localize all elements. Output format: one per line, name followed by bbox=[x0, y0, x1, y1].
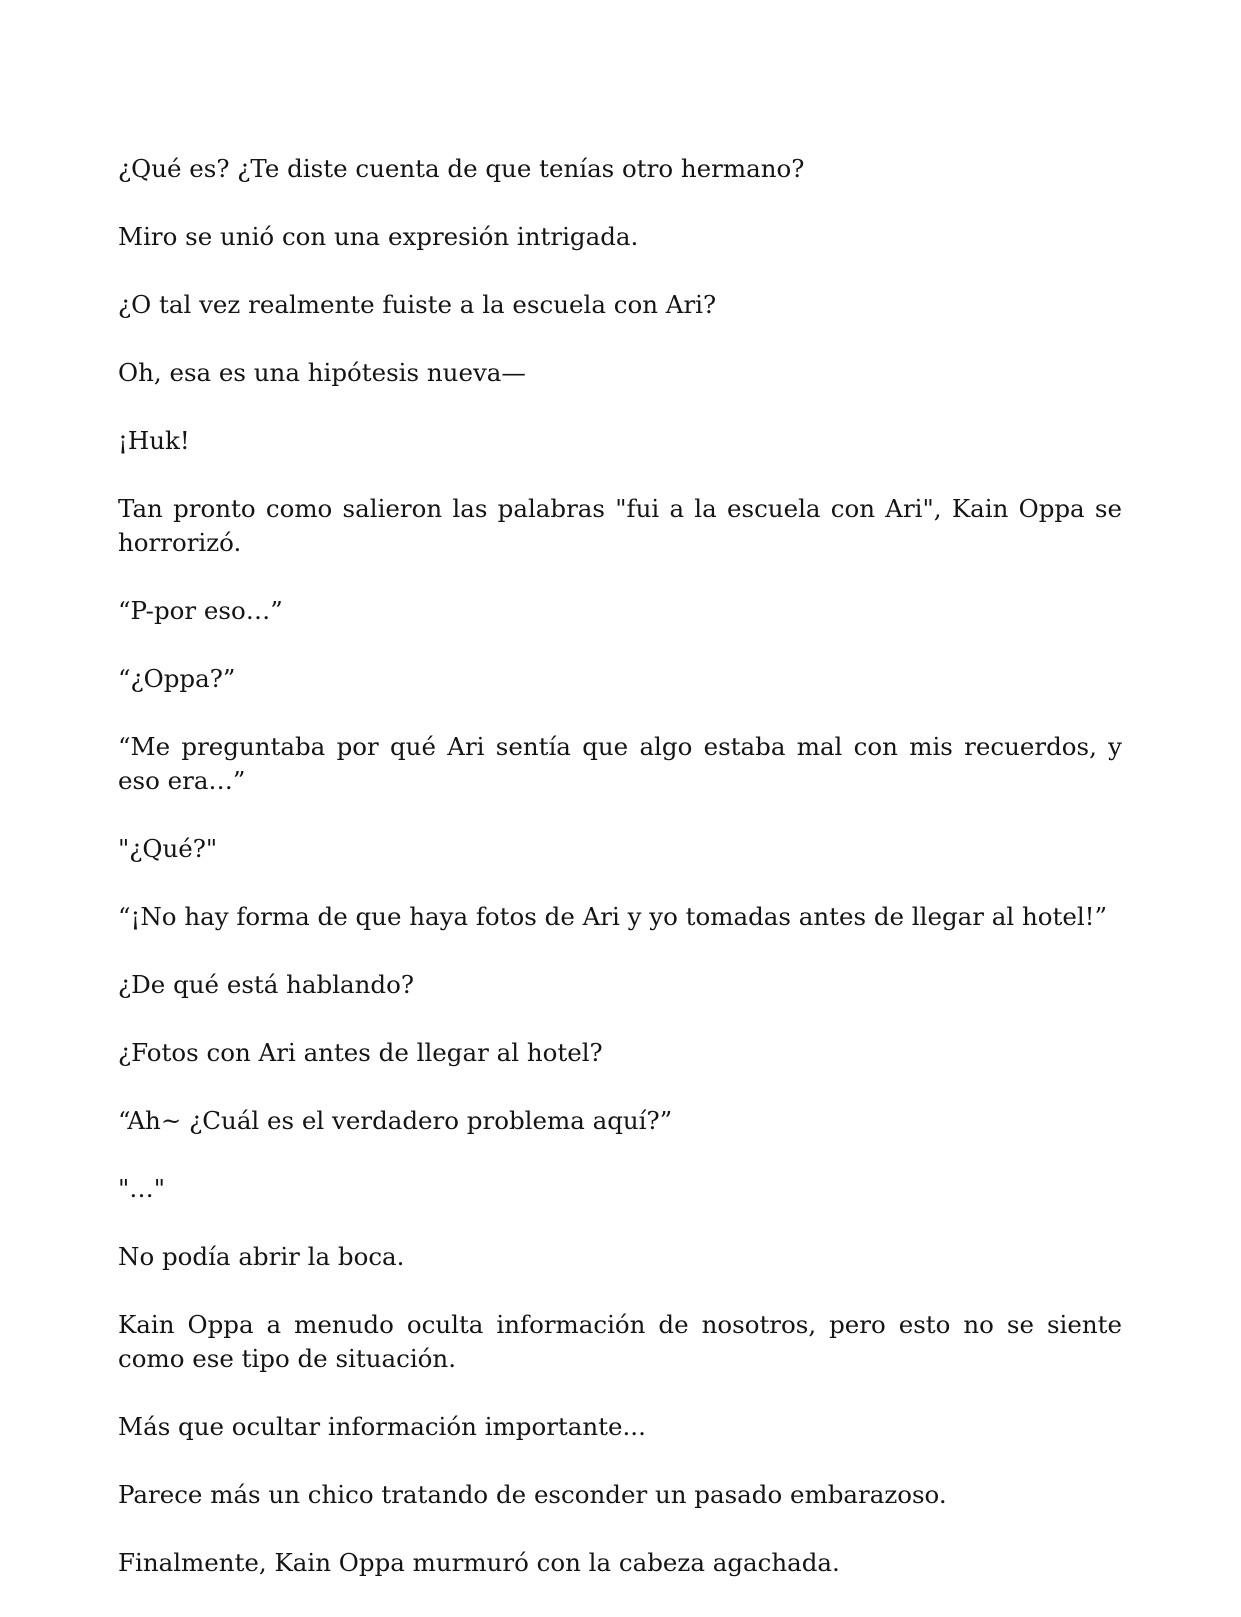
paragraph: "¿Qué?" bbox=[118, 834, 218, 863]
paragraph: Miro se unió con una expresión intrigada. bbox=[118, 222, 639, 251]
paragraph: "…" bbox=[118, 1174, 166, 1203]
paragraph: “Ah~ ¿Cuál es el verdadero problema aquí?” bbox=[118, 1106, 673, 1135]
paragraph: ¿O tal vez realmente fuiste a la escuela con Ari? bbox=[118, 290, 717, 319]
paragraph: Kain Oppa a menudo oculta información de nosotros, pero esto no se siente como ese tipo de situación. bbox=[118, 1310, 1122, 1373]
paragraph: ¡Huk! bbox=[118, 426, 190, 455]
paragraph: ¿Qué es? ¿Te diste cuenta de que tenías otro hermano? bbox=[118, 154, 805, 183]
paragraph: No podía abrir la boca. bbox=[118, 1242, 405, 1271]
paragraph: “¿Oppa?” bbox=[118, 664, 236, 693]
paragraph: Finalmente, Kain Oppa murmuró con la cabeza agachada. bbox=[118, 1548, 840, 1577]
paragraph: Más que ocultar información importante... bbox=[118, 1412, 646, 1441]
paragraph: Oh, esa es una hipótesis nueva— bbox=[118, 358, 526, 387]
paragraph: “P-por eso…” bbox=[118, 596, 283, 625]
paragraph: ¿De qué está hablando? bbox=[118, 970, 414, 999]
paragraph: “Me preguntaba por qué Ari sentía que algo estaba mal con mis recuerdos, y eso era…” bbox=[118, 732, 1122, 795]
paragraph: Parece más un chico tratando de esconder un pasado embarazoso. bbox=[118, 1480, 947, 1509]
document-body bbox=[118, 152, 1122, 1580]
paragraph: Tan pronto como salieron las palabras "fui a la escuela con Ari", Kain Oppa se horrorizó. bbox=[118, 494, 1122, 557]
paragraph: ¿Fotos con Ari antes de llegar al hotel? bbox=[118, 1038, 603, 1067]
paragraph: “¡No hay forma de que haya fotos de Ari y yo tomadas antes de llegar al hotel!” bbox=[118, 902, 1108, 931]
